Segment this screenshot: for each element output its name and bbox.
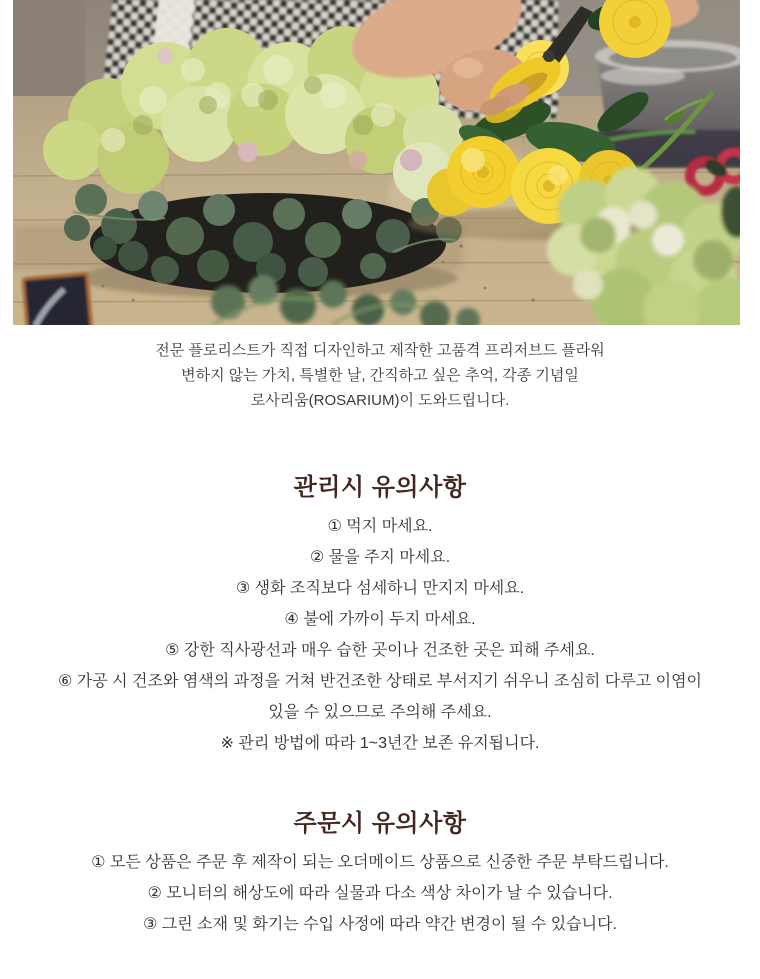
order-item-2: ② 모니터의 해상도에 따라 실물과 다소 색상 차이가 날 수 있습니다.	[147, 885, 613, 902]
care-item-2: ② 물을 주지 마세요.	[309, 549, 451, 566]
order-item-1: ① 모든 상품은 주문 후 제작이 되는 오더메이드 상품으로 신중한 주문 부탁드립니다.	[91, 854, 669, 871]
intro-line-2: 변하지 않는 가치, 특별한 날, 간직하고 싶은 추억, 각종 기념일	[181, 367, 579, 384]
dark-board	[23, 273, 92, 325]
care-item-4: ④ 불에 가까이 두지 마세요.	[284, 611, 476, 628]
florist-photo	[13, 0, 740, 325]
order-notice-list	[25, 847, 735, 940]
care-notice-list	[50, 511, 710, 759]
intro-line-3: 로사리움(ROSARIUM)이 도와드립니다.	[250, 392, 510, 409]
care-item-1: ① 먹지 마세요.	[327, 518, 433, 535]
care-note: ※ 관리 방법에 따라 1~3년간 보존 유지됩니다.	[220, 735, 540, 752]
care-item-6: ⑥ 가공 시 건조와 염색의 과정을 거쳐 반건조한 상태로 부서지기 쉬우니 조심히 다루고 이염이 있을 수 있으므로 주의해 주세요.	[57, 673, 702, 721]
care-item-3: ③ 생화 조직보다 섬세하니 만지지 마세요.	[235, 580, 525, 597]
order-item-3: ③ 그린 소재 및 화기는 수입 사정에 따라 약간 변경이 될 수 있습니다.	[143, 916, 617, 933]
order-section-title: 주문시 유의사항	[293, 810, 467, 837]
florist-photo-scene	[13, 0, 740, 325]
care-item-5: ⑤ 강한 직사광선과 매우 습한 곳이나 건조한 곳은 피해 주세요.	[165, 642, 595, 659]
intro-text	[0, 338, 760, 413]
care-section-title: 관리시 유의사항	[293, 474, 467, 501]
intro-line-1: 전문 플로리스트가 직접 디자인하고 제작한 고품격 프리저브드 플라워	[155, 342, 605, 359]
